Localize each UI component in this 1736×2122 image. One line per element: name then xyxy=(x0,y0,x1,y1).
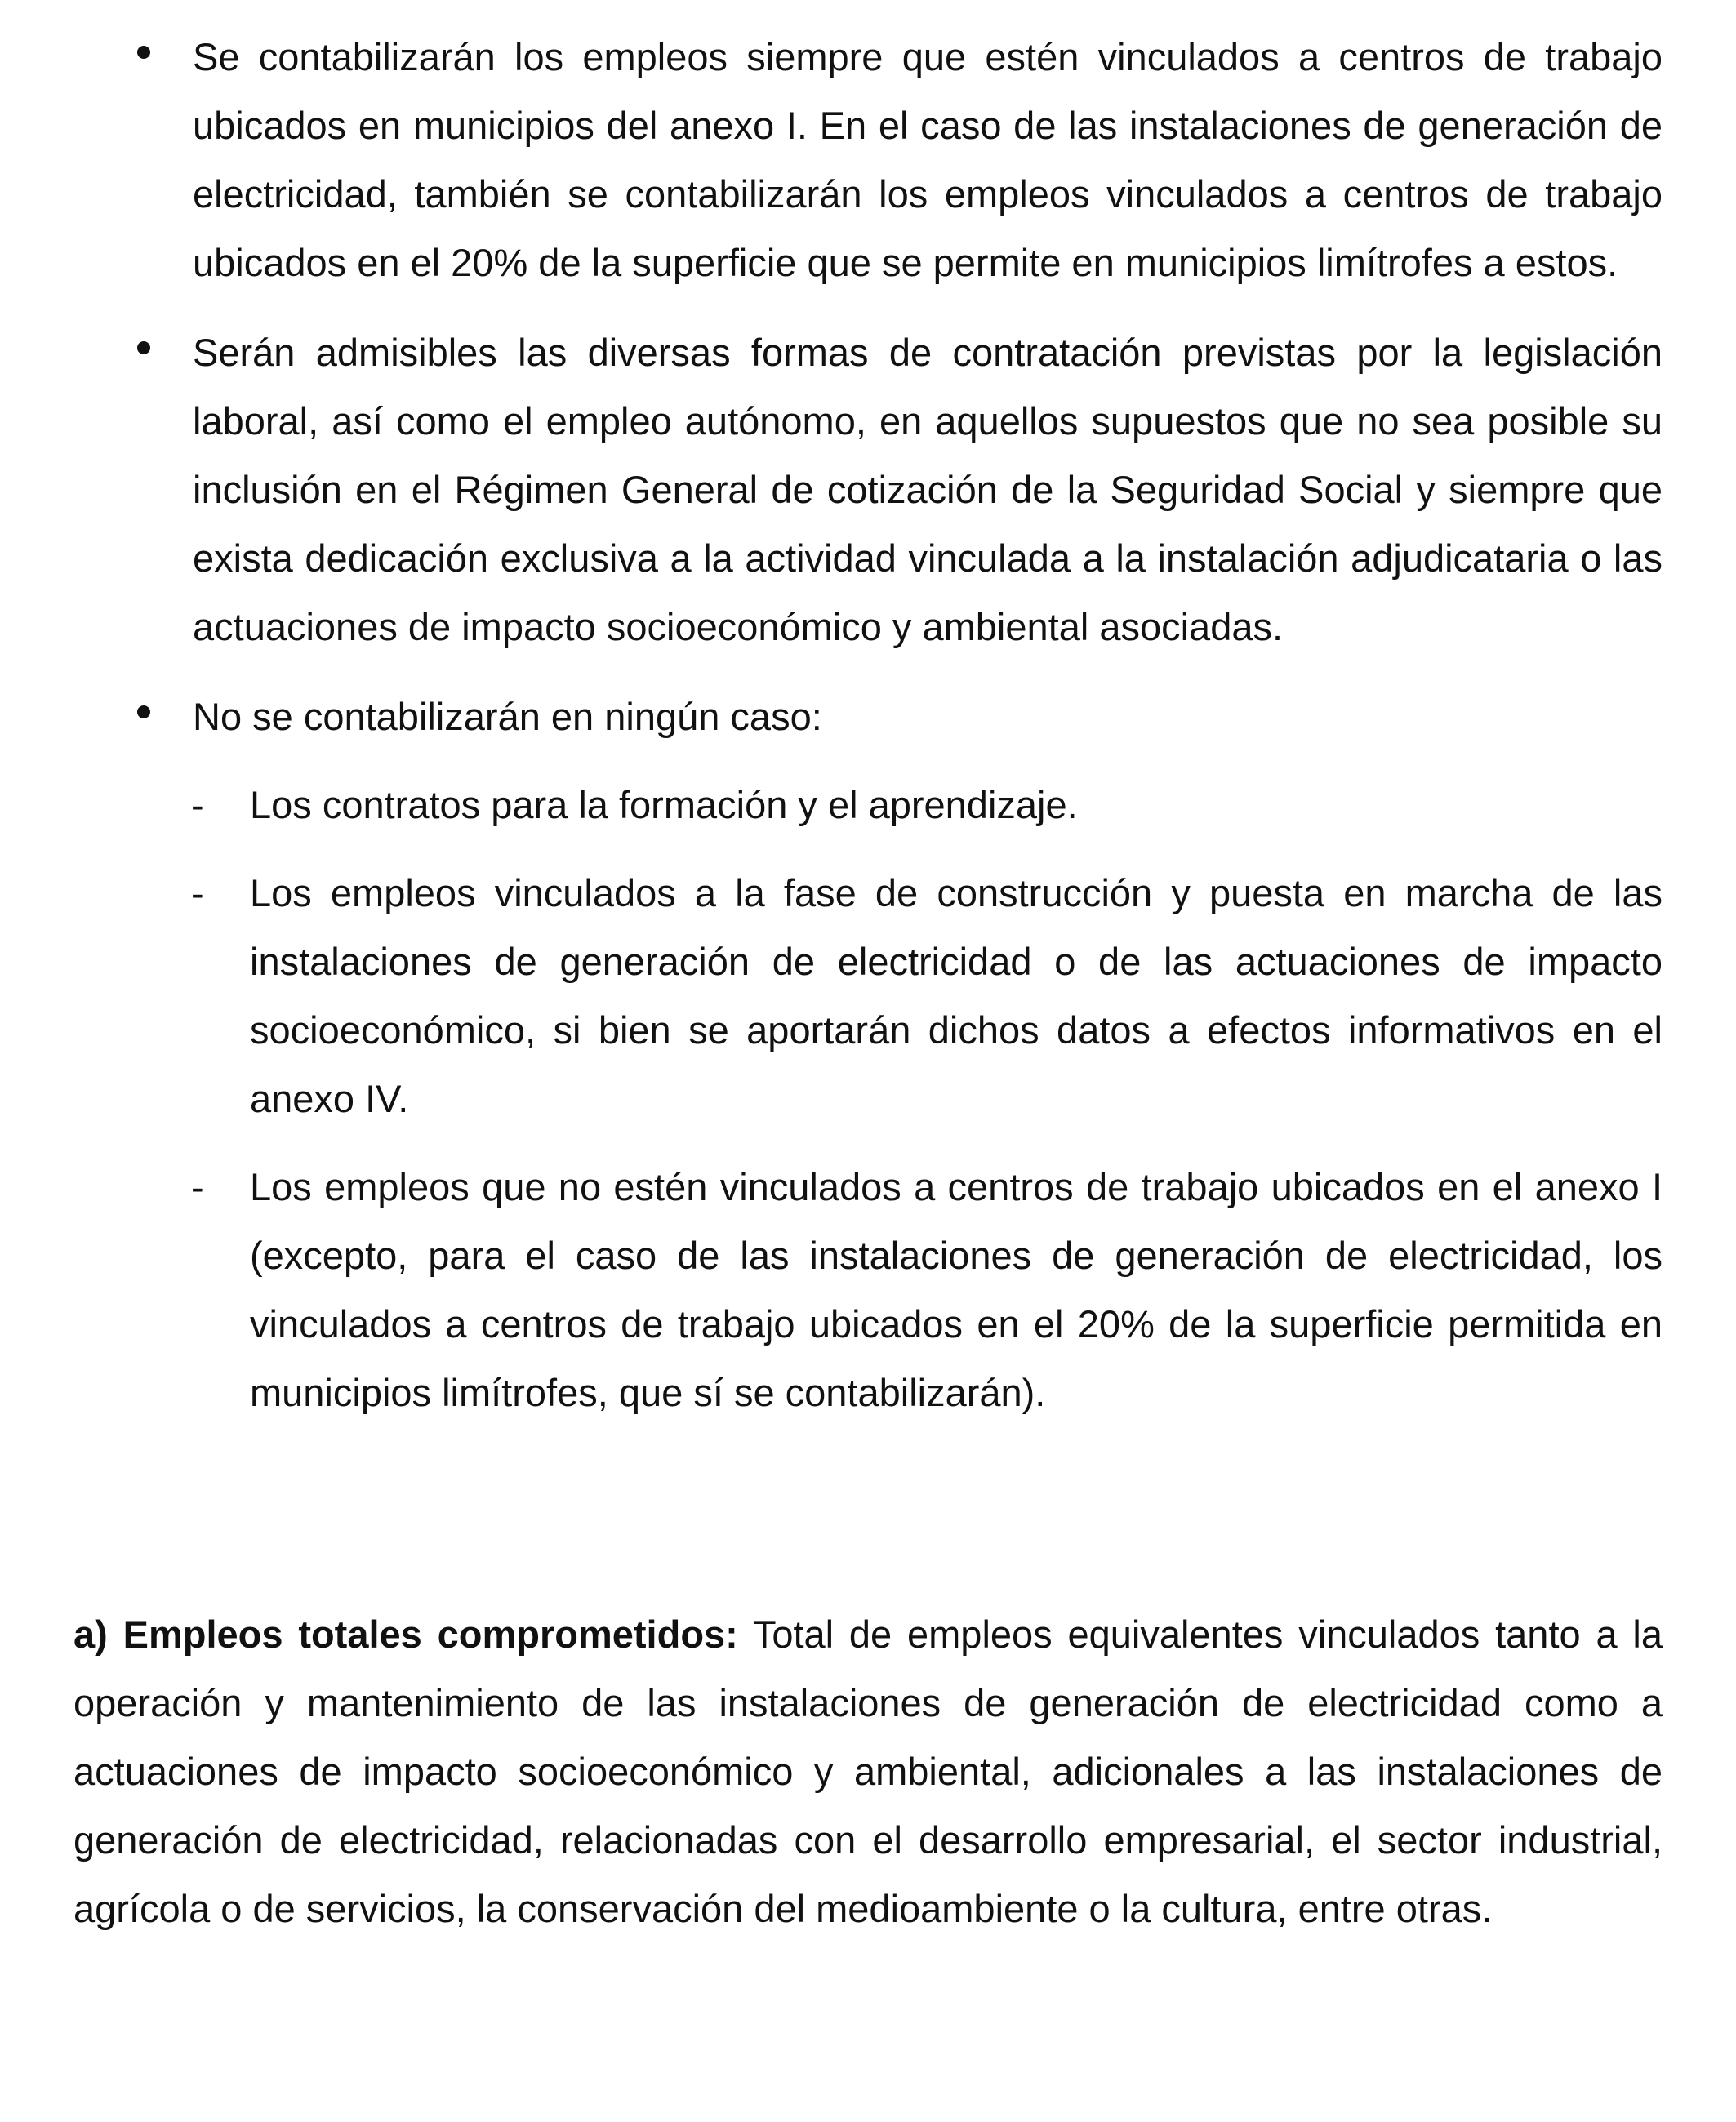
section-a-text: Total de empleos equivalentes vinculados tanto a la operación y mantenimiento de las instalaciones de generación de electricidad como a actuaciones de impacto socioeconómico y ambiental, adicionales a las instalaciones de generación de electricidad, relacionadas con el desarrollo empresarial, el sector industrial, agrícola o de servicios, la conservación del medioambiente o la cultura, entre otras. xyxy=(73,1613,1663,1930)
sub-list-item xyxy=(191,859,1663,1133)
dash-marker: - xyxy=(191,783,204,826)
bullet-dot-icon xyxy=(137,341,150,354)
section-a xyxy=(73,1600,1663,1943)
bullet-dot-icon xyxy=(137,46,150,59)
bullet-item xyxy=(193,683,1663,1427)
sub-item-text: Los empleos que no estén vinculados a centros de trabajo ubicados en el anexo I (excepto, para el caso de las instalaciones de generación de electricidad, los vinculados a centros de trabajo ubicados en el 20% de la superficie permitida en municipios limítrofes, que sí se contabilizarán). xyxy=(250,1165,1663,1414)
sub-item-text: Los contratos para la formación y el aprendizaje. xyxy=(250,783,1078,826)
bullet-dot-icon xyxy=(137,705,150,718)
bullet-text: No se contabilizarán en ningún caso: xyxy=(193,695,822,738)
bullet-text: Se contabilizarán los empleos siempre que estén vinculados a centros de trabajo ubicados en municipios del anexo I. En el caso de las instalaciones de generación de electricidad, también se contabilizarán los empleos vinculados a centros de trabajo ubicados en el 20% de la superficie que se permite en municipios limítrofes a estos. xyxy=(193,35,1663,284)
sub-list-item xyxy=(191,771,1663,839)
dash-marker: - xyxy=(191,871,204,914)
dash-marker: - xyxy=(191,1165,204,1208)
sub-list xyxy=(193,771,1663,1427)
bullet-text: Serán admisibles las diversas formas de contratación previstas por la legislación laboral, así como el empleo autónomo, en aquellos supuestos que no sea posible su inclusión en el Régimen General de cotización de la Seguridad Social y siempre que exista dedicación exclusiva a la actividad vinculada a la instalación adjudicataria o las actuaciones de impacto socioeconómico y ambiental asociadas. xyxy=(193,331,1663,648)
sub-item-text: Los empleos vinculados a la fase de construcción y puesta en marcha de las instalaciones de generación de electricidad o de las actuaciones de impacto socioeconómico, si bien se aportarán dichos datos a efectos informativos en el anexo IV. xyxy=(250,871,1663,1120)
section-a-paragraph xyxy=(73,1600,1663,1943)
sub-list-item xyxy=(191,1153,1663,1427)
bullet-list xyxy=(0,23,1736,1448)
bullet-item xyxy=(193,23,1663,297)
section-a-heading: a) Empleos totales comprometidos: xyxy=(73,1613,738,1656)
bullet-item xyxy=(193,318,1663,661)
